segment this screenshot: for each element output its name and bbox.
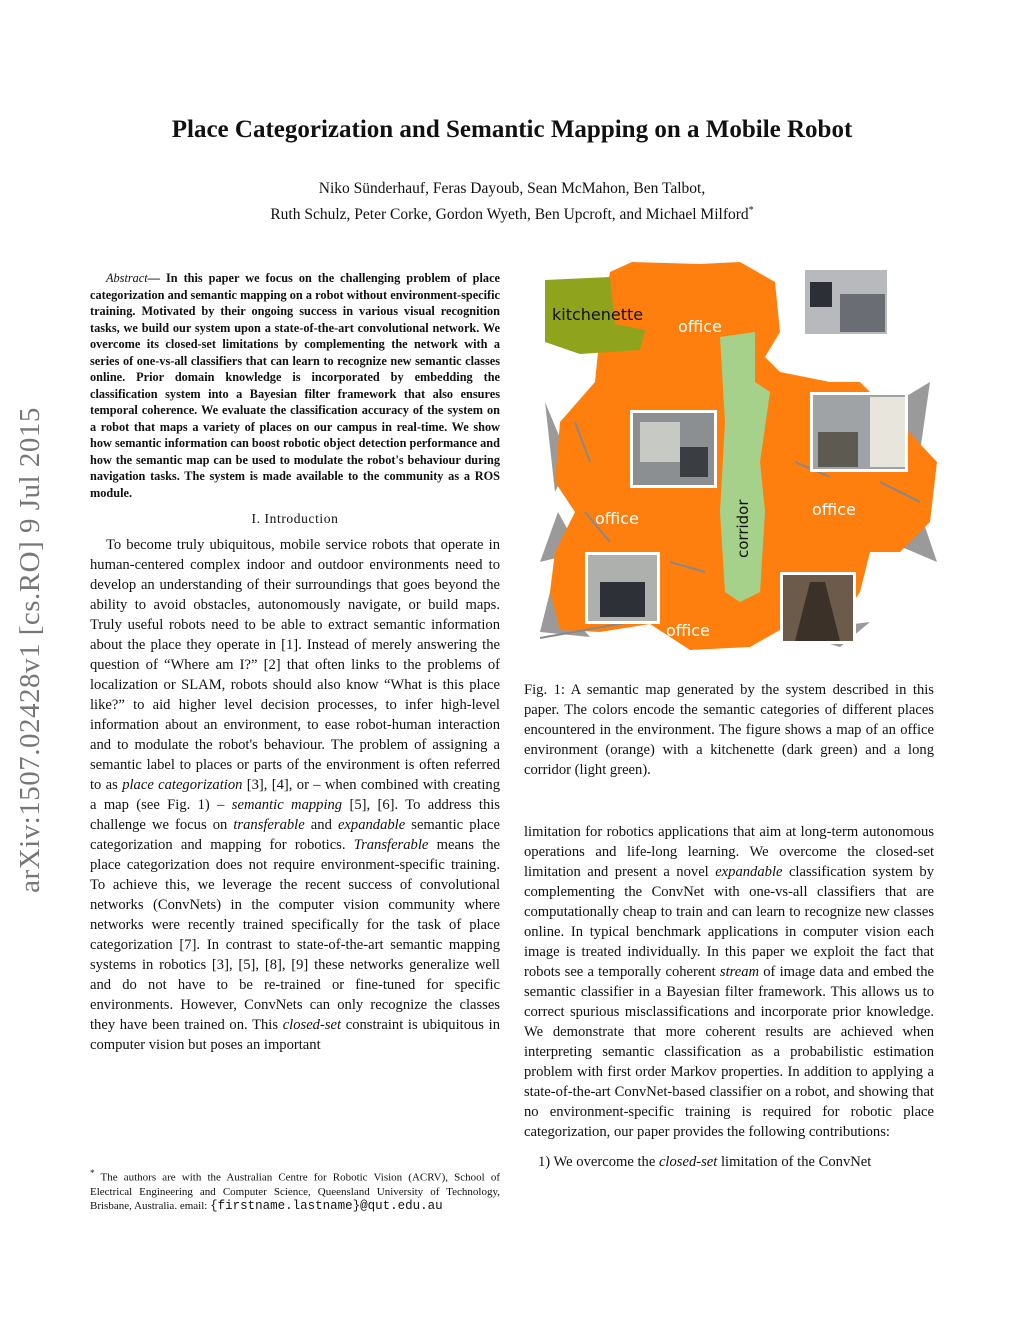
photo-upper-right xyxy=(810,392,908,472)
abstract-lead: Abstract xyxy=(106,271,148,285)
abstract-text: In this paper we focus on the challenging problem of place categorization and semantic mapping on a robot without environment-specific training. Motivated by their ongoing success in various visual recognition tasks, we build our system upon a state-of-the-art convolutional network. We overcome its closed-set limitations by complementing the network with a series of one-vs-all classifiers that can learn to recognize new semantic classes online. Prior domain knowledge is incorporated by embedding the classification system into a Bayesian filter framework that also ensures temporal coherence. We evaluate the classification accuracy of the system on a robot that maps a variety of places on our campus in real-time. We show how semantic information can boost robotic object detection performance and how the semantic map can be used to modulate the robot's behaviour during navigation tasks. The system is made available to the community as a ROS module. xyxy=(90,271,500,500)
intro-emph-place-categorization: place categorization xyxy=(122,777,243,793)
figure-caption: Fig. 1: A semantic map generated by the system described in this paper. The colors encode the semantic categories of different places encountered in the environment. The figure shows a map of an office environment (orange) with a kitchenette (dark green) and a long corridor (light green). xyxy=(524,682,934,778)
intro-emph-transferable: transferable xyxy=(233,817,305,833)
contribution-item-1 xyxy=(538,1152,934,1172)
left-column xyxy=(90,270,500,1055)
label-office-right: office xyxy=(812,500,856,519)
author-line-2 xyxy=(0,200,1024,226)
intro-text-2: [3], [4], or – when combined with creating a map (see Fig. 1) – xyxy=(90,777,500,813)
right-text-1: limitation for robotics applications that aim at long-term autonomous operations and life-long learning. We overcome the closed-set limitation and present a novel xyxy=(524,824,934,880)
footnote xyxy=(90,1166,500,1213)
intro-paragraph xyxy=(90,535,500,1055)
footnote-text: The authors are with the Australian Centre for Robotic Vision (ACRV), School of Electrical Engineering and Computer Science, Queensland University of Technology, Brisbane, Australia. email: xyxy=(90,1171,500,1212)
abstract xyxy=(90,270,500,501)
contribution-emph-closed-set: closed-set xyxy=(658,1154,718,1170)
author-footnote-marker: * xyxy=(748,205,754,216)
footnote-marker: * xyxy=(90,1168,95,1178)
author-line-1: Niko Sünderhauf, Feras Dayoub, Sean McMahon, Ben Talbot, xyxy=(318,180,706,197)
section-heading-introduction: I. Introduction xyxy=(251,511,339,526)
right-column xyxy=(524,822,934,1172)
right-emph-stream: stream xyxy=(719,964,760,980)
contribution-text-1: We overcome the xyxy=(550,1154,659,1170)
footnote-email: {firstname.lastname}@qut.edu.au xyxy=(210,1198,443,1213)
photo-center xyxy=(630,410,717,488)
author-line-2-text: Ruth Schulz, Peter Corke, Gordon Wyeth, Ben Upcroft, and Michael Milford xyxy=(270,206,749,224)
abstract-dash: — xyxy=(147,271,160,285)
contribution-number: 1) xyxy=(538,1154,551,1170)
intro-text-4: and xyxy=(304,817,338,833)
intro-emph-closed-set: closed-set xyxy=(282,1017,342,1033)
right-text-2: classification system by complementing the ConvNet with one-vs-all classifiers that are computationally cheap to train and can learn to recognize new classes online. In typical benchmark applications in computer vision each image is treated individually. In this paper we exploit the fact that robots see a temporally coherent xyxy=(524,864,935,980)
intro-text-1: To become truly ubiquitous, mobile service robots that operate in human-centered complex indoor and outdoor environments need to develop an understanding of their surroundings that goes beyond the ability to avoid obstacles, autonomously navigate, or build maps. Truly useful robots need to be able to extract semantic information about the place they operate in [1]. Instead of merely answering the question of “Where am I?” [2] that often links to the problems of localization or SLAM, robots should also know “What is this place like?” to aid higher level decision processes, to infer high-level information about an environment, to ease robot-human interaction and to modulate the robot's behaviour. The problem of assigning a semantic label to places or parts of the environment is often referred to as xyxy=(90,537,500,793)
right-emph-expandable: expandable xyxy=(715,864,783,880)
semantic-map-svg xyxy=(540,262,937,650)
photo-lower-right-corridor xyxy=(780,572,856,644)
label-corridor: corridor xyxy=(734,499,752,558)
label-office-bottom: office xyxy=(666,621,710,640)
label-office-left: office xyxy=(595,509,639,528)
photo-lower-left xyxy=(585,552,660,624)
paper-title: Place Categorization and Semantic Mapping on a Mobile Robot xyxy=(171,116,853,143)
intro-text-6: means the place categorization does not require environment-specific training. To achieve this, we leverage the recent success of convolutional networks (ConvNets) in the computer vision community where networks were recently trained specifically for the task of place categorization [7]. In contrast to state-of-the-art semantic mapping systems in robotics [3], [5], [8], [9] these networks generalize well and do not have to be re-trained or fine-tuned for specific environments. However, ConvNets can only recognize the classes they have been trained on. This xyxy=(90,837,500,1033)
right-paragraph xyxy=(524,822,934,1142)
intro-text-5: semantic place categorization and mapping for robotics. xyxy=(90,817,500,853)
intro-emph-semantic-mapping: semantic mapping xyxy=(231,797,343,813)
contribution-text-2: limitation of the ConvNet xyxy=(717,1154,872,1170)
semantic-map-figure xyxy=(540,262,937,650)
label-office-top: office xyxy=(678,317,722,336)
intro-text-3: [5], [6]. To address this challenge we focus on xyxy=(90,797,500,833)
intro-text-7: constraint is ubiquitous in computer vision but poses an important xyxy=(90,1017,500,1053)
label-kitchenette: kitchenette xyxy=(552,305,644,324)
intro-emph-expandable: expandable xyxy=(337,817,406,833)
photo-top-right xyxy=(802,267,890,337)
arxiv-identifier: arXiv:1507.02428v1 [cs.RO] 9 Jul 2015 xyxy=(14,407,46,893)
author-list xyxy=(0,178,1024,226)
intro-emph-transferable-2: Transferable xyxy=(353,837,429,853)
right-text-3: of image data and embed the semantic classifier in a Bayesian filter framework. This allows us to correct spurious misclassifications and incorporate prior knowledge. We demonstrate that more coherent results are achieved when interpreting semantic classification as a probabilistic estimation problem with first order Markov properties. In addition to applying a state-of-the-art ConvNet-based classifier on a robot, and showing that no environment-specific training is required for robotic place categorization, our paper provides the following contributions: xyxy=(524,964,935,1140)
